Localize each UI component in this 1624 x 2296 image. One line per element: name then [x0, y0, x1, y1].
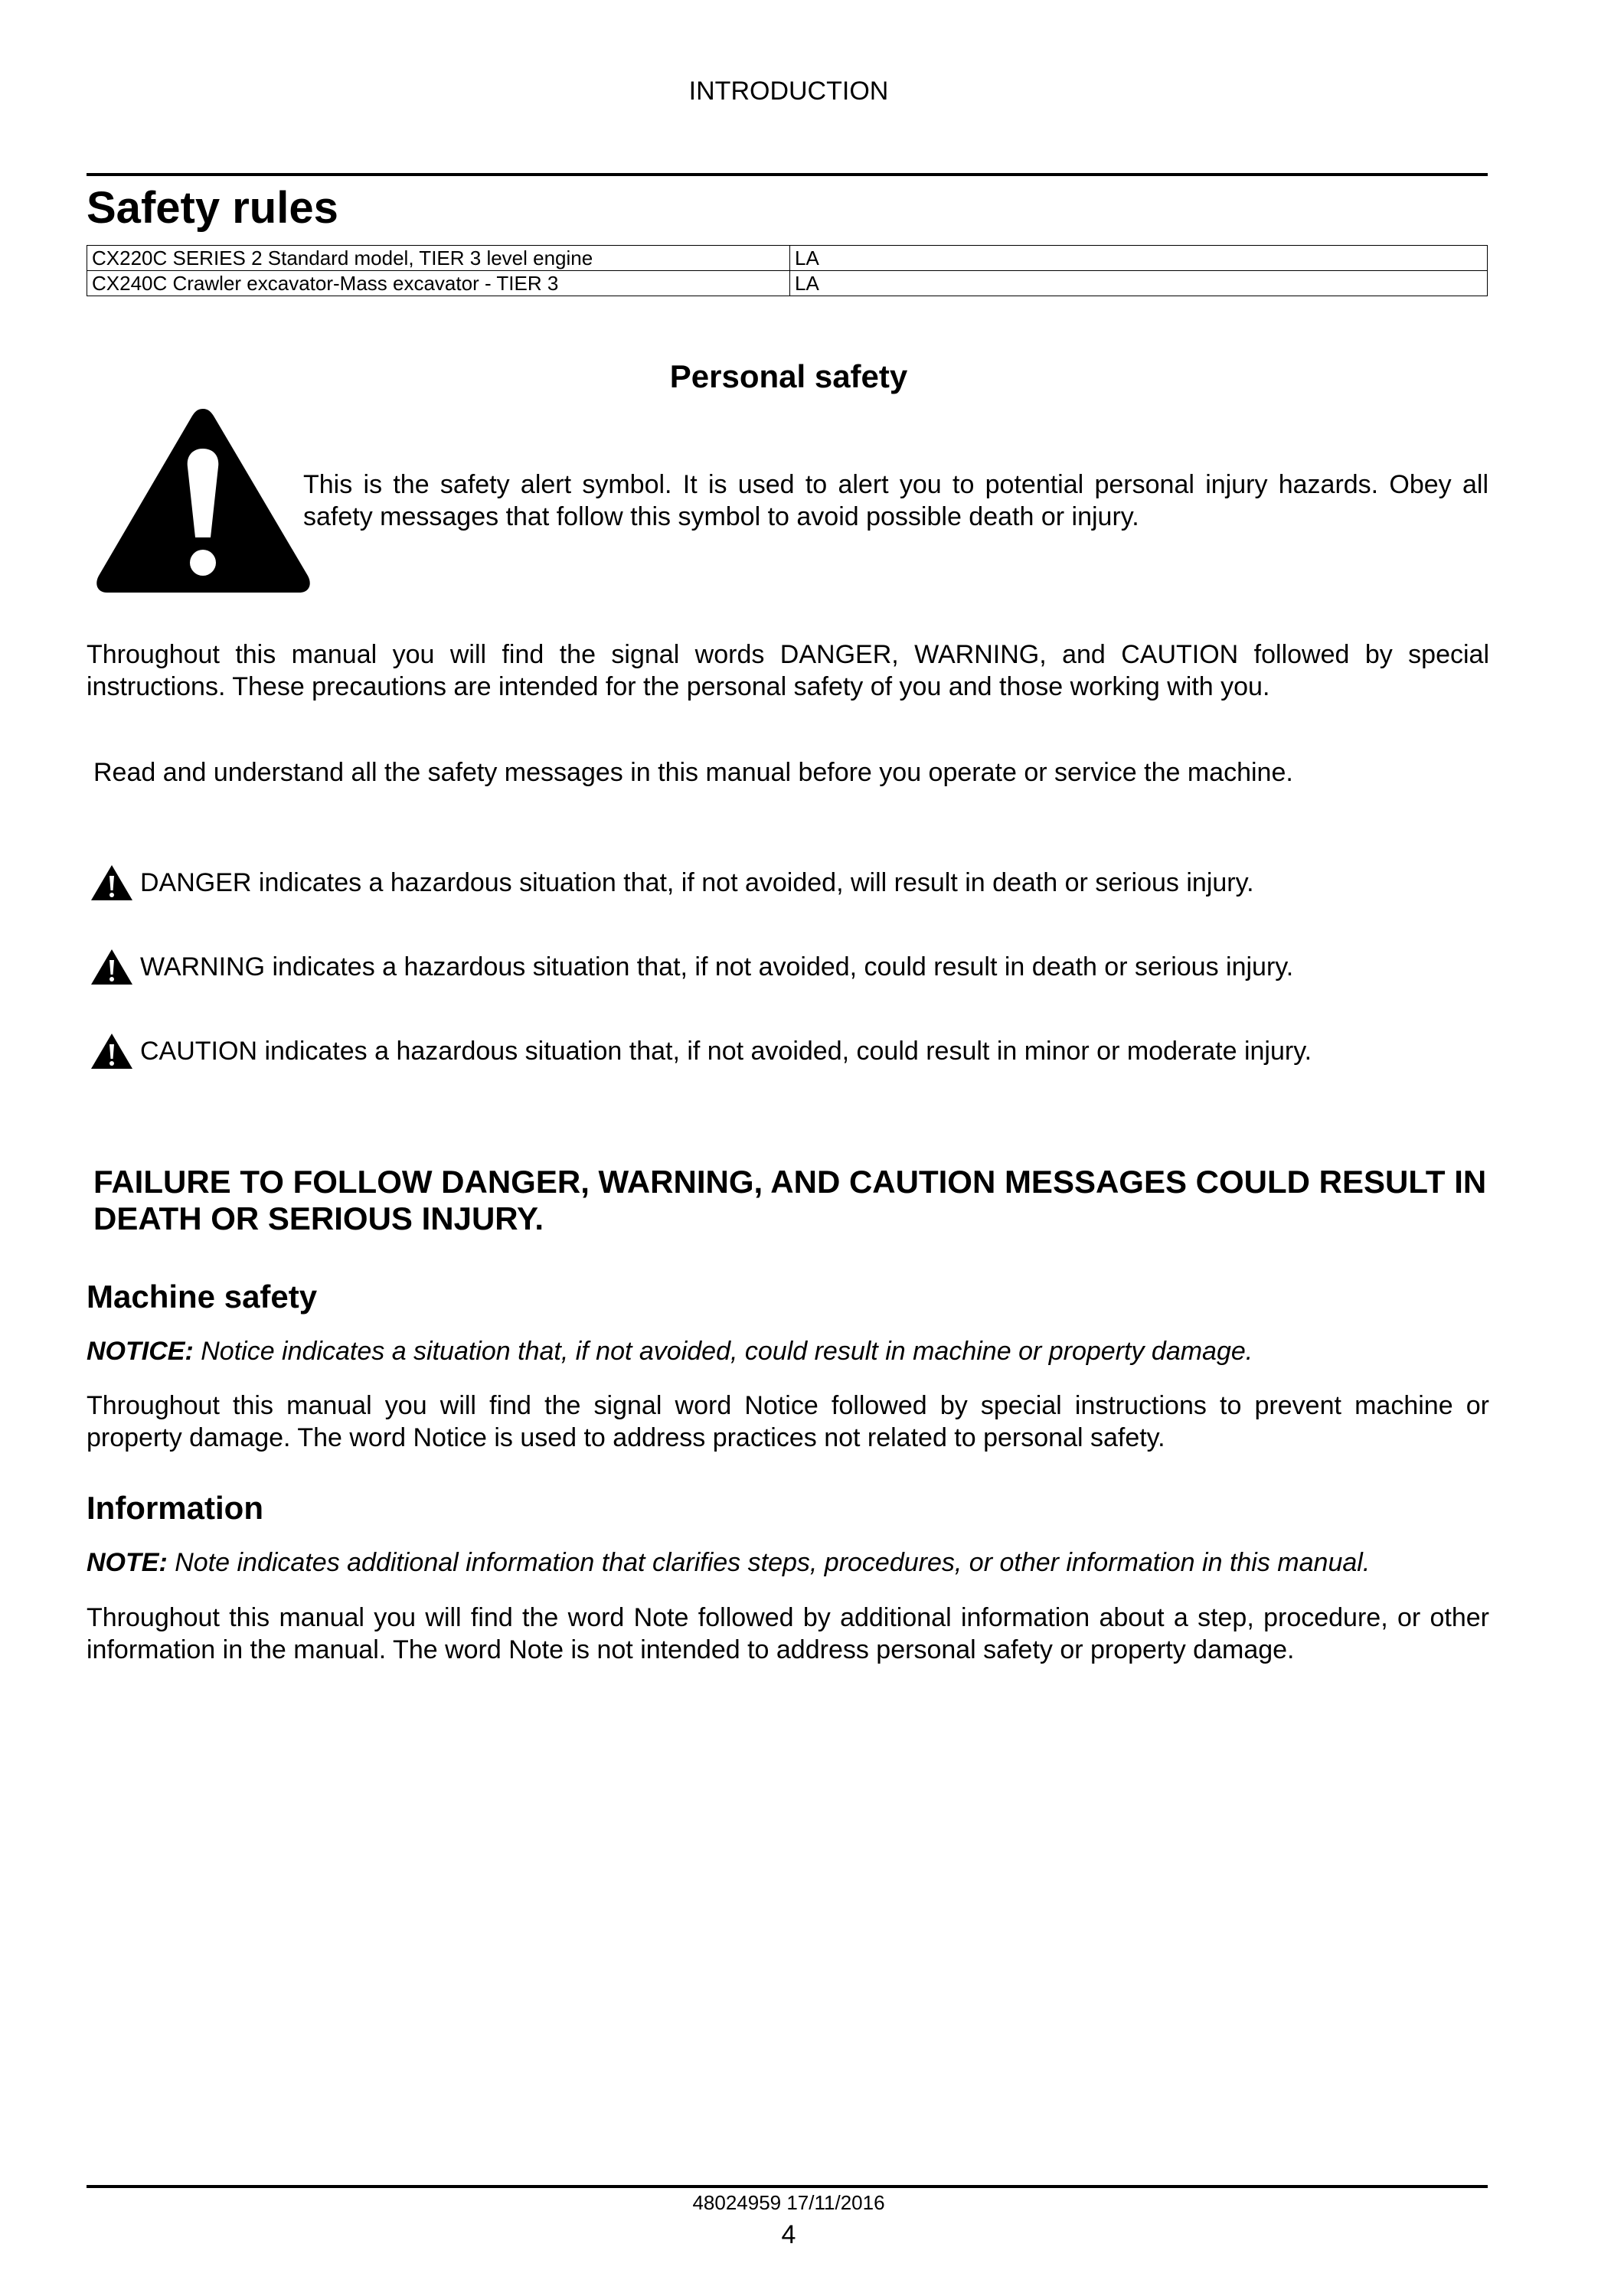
note-paragraph: Throughout this manual you will find the word Note followed by additional information about a step, procedure, or other information in the manual. The word Note is not intended to address personal safety or property damage. [87, 1603, 1489, 1664]
models-table [87, 245, 1488, 296]
caution-line [90, 1032, 1491, 1070]
header-rule [87, 173, 1488, 176]
safety-alert-symbol-icon [94, 404, 312, 596]
footer-rule [87, 2185, 1488, 2188]
warning-triangle-icon [90, 864, 134, 902]
model-cell: CX220C SERIES 2 Standard model, TIER 3 level engine [87, 246, 790, 271]
alert-symbol-description: This is the safety alert symbol. It is used to alert you to potential personal injury hazards. Obey all safety messages that follow this symbol to avoid possible death or injury. [303, 470, 1488, 531]
personal-safety-heading: Personal safety [669, 358, 908, 394]
notice-paragraph: Throughout this manual you will find the signal word Notice followed by special instructions to prevent machine or property damage. The word Notice is used to address practices not related to personal safety. [87, 1391, 1489, 1452]
information-heading: Information [87, 1490, 263, 1526]
warning-text: WARNING indicates a hazardous situation that, if not avoided, could result in death or serious injury. [140, 952, 1294, 981]
note-text: Note indicates additional information that clarifies steps, procedures, or other information in this manual. [175, 1548, 1371, 1577]
market-cell: LA [790, 246, 1488, 271]
table-row [87, 271, 1488, 296]
note-line [87, 1546, 1489, 1579]
note-label: NOTE: [87, 1548, 168, 1577]
signal-words-paragraph: Throughout this manual you will find the signal words DANGER, WARNING, and CAUTION followed by special instructions. These precautions are intended for the personal safety of you and those working with you. [87, 640, 1489, 701]
danger-text: DANGER indicates a hazardous situation that, if not avoided, will result in death or serious injury. [140, 868, 1254, 897]
danger-line [90, 864, 1491, 902]
model-cell: CX240C Crawler excavator-Mass excavator - TIER 3 [87, 271, 790, 296]
read-understand-paragraph: Read and understand all the safety messages in this manual before you operate or service the machine. [93, 758, 1293, 787]
notice-text: Notice indicates a situation that, if not avoided, could result in machine or property damage. [201, 1337, 1253, 1366]
notice-label: NOTICE: [87, 1337, 194, 1366]
warning-line [90, 948, 1491, 986]
warning-triangle-icon [90, 1032, 134, 1070]
notice-line [87, 1335, 1489, 1367]
table-row [87, 246, 1488, 271]
machine-safety-heading: Machine safety [87, 1279, 318, 1315]
page-number: 4 [781, 2220, 796, 2249]
page-title: Safety rules [87, 183, 338, 233]
document-id: 48024959 17/11/2016 [692, 2191, 885, 2214]
market-cell: LA [790, 271, 1488, 296]
warning-triangle-icon [90, 948, 134, 986]
caution-text: CAUTION indicates a hazardous situation that, if not avoided, could result in minor or moderate injury. [140, 1037, 1312, 1066]
running-header: INTRODUCTION [688, 77, 889, 106]
failure-warning: FAILURE TO FOLLOW DANGER, WARNING, AND CAUTION MESSAGES COULD RESULT IN DEATH OR SERIOUS INJURY. [93, 1164, 1487, 1236]
